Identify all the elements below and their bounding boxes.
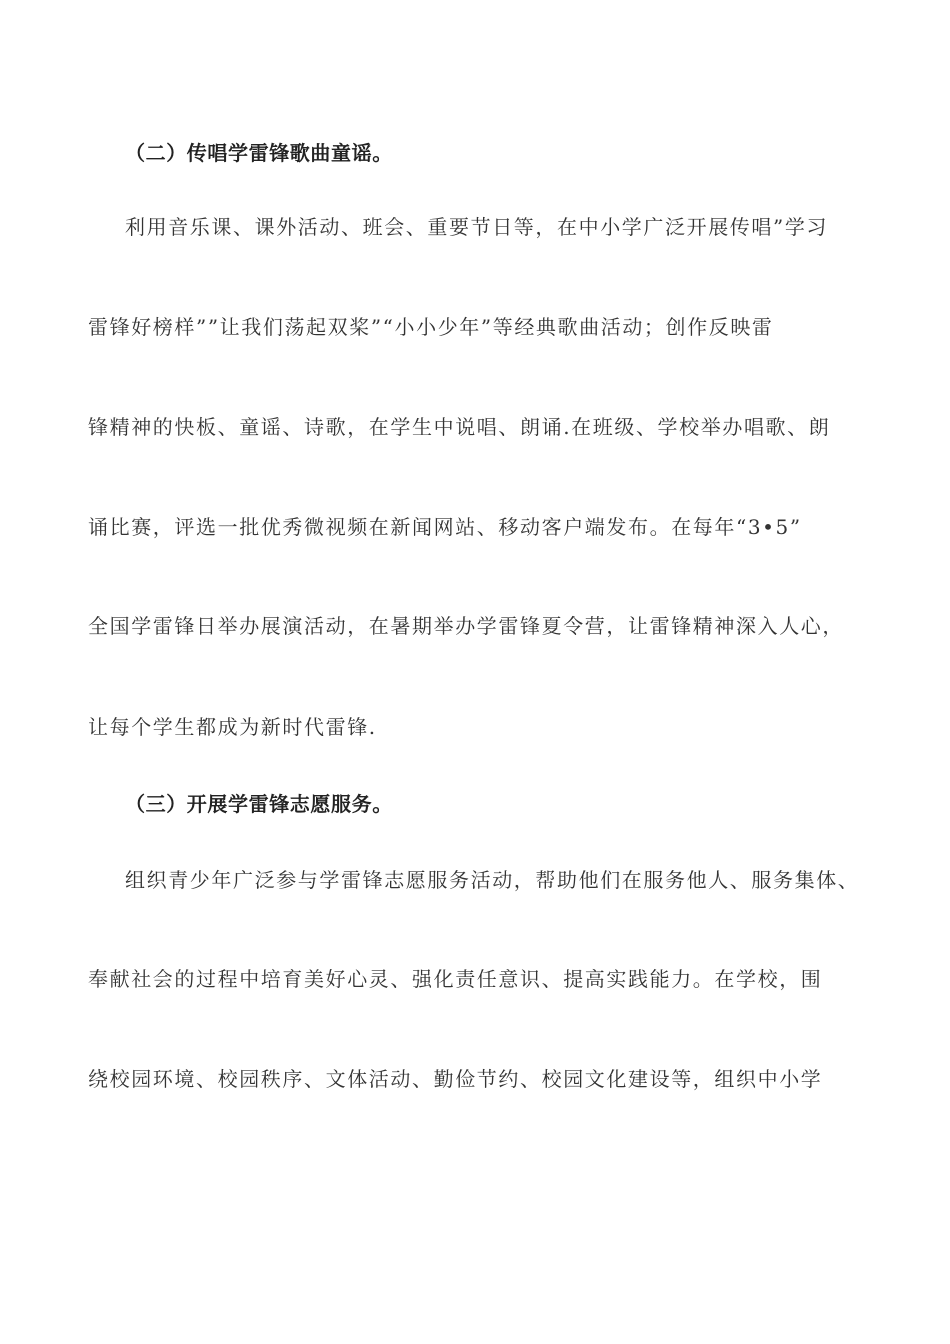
paragraph-line: 奉献社会的过程中培育美好心灵、强化责任意识、提高实践能力。在学校，围 <box>88 967 823 991</box>
section-heading-2: （二）传唱学雷锋歌曲童谣。 <box>125 141 393 165</box>
paragraph-line: 诵比赛，评选一批优秀微视频在新闻网站、移动客户端发布。在每年“3•5” <box>88 515 802 539</box>
paragraph-line: 全国学雷锋日举办展演活动，在暑期举办学雷锋夏令营，让雷锋精神深入人心， <box>88 614 844 638</box>
paragraph-line: 雷锋好榜样””让我们荡起双桨”“小小少年”等经典歌曲活动；创作反映雷 <box>88 315 774 339</box>
paragraph-line: 让每个学生都成为新时代雷锋. <box>88 715 377 739</box>
paragraph-line: 组织青少年广泛参与学雷锋志愿服务活动，帮助他们在服务他人、服务集体、 <box>125 868 860 892</box>
paragraph-line: 锋精神的快板、童谣、诗歌，在学生中说唱、朗诵.在班级、学校举办唱歌、朗 <box>88 415 831 439</box>
paragraph-line: 绕校园环境、校园秩序、文体活动、勤俭节约、校园文化建设等，组织中小学 <box>88 1067 823 1091</box>
section-heading-3: （三）开展学雷锋志愿服务。 <box>125 792 393 816</box>
paragraph-line: 利用音乐课、课外活动、班会、重要节日等，在中小学广泛开展传唱”学习 <box>125 215 829 239</box>
